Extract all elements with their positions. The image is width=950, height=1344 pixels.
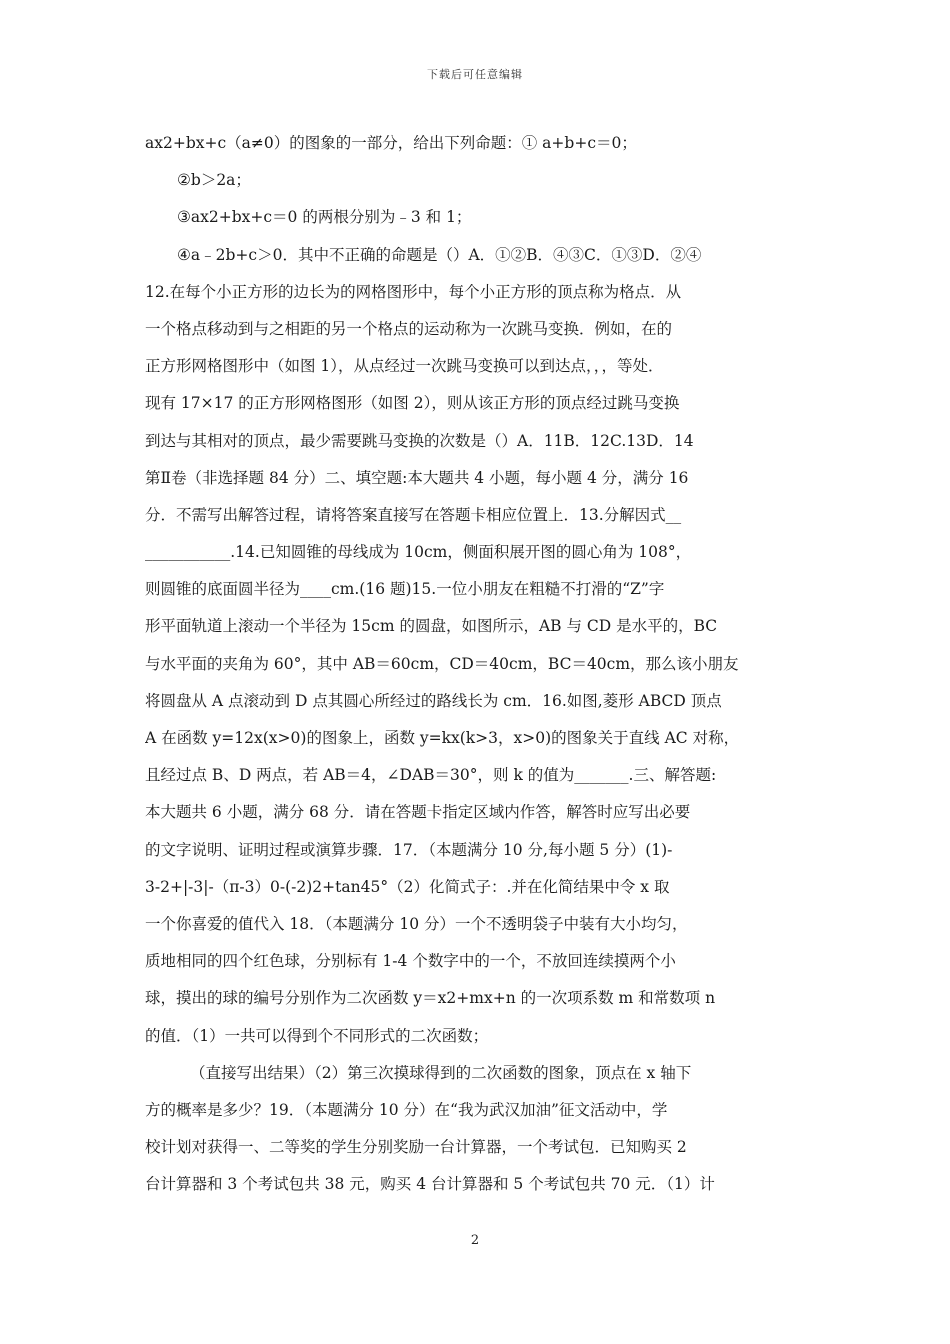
text-line: ④a﹣2b+c＞0．其中不正确的命题是（）A．①②B．④③C．①③D．②④: [177, 245, 702, 264]
text-line: 校计划对获得一、二等奖的学生分别奖励一台计算器，一个考试包．已知购买 2: [145, 1138, 687, 1157]
text-line: ③ax2+bx+c＝0 的两根分别为﹣3 和 1；: [177, 208, 472, 227]
text-line: ax2+bx+c（a≠0）的图象的一部分，给出下列命题：① a+b+c＝0；: [145, 134, 637, 152]
page-number: 2: [470, 1233, 480, 1248]
text-line: 且经过点 B、D 两点，若 AB＝4，∠DAB＝30°，则 k 的值为_______.三、解答题:: [145, 766, 717, 785]
text-line: 方的概率是多少？19．（本题满分 10 分）在“我为武汉加油”征文活动中，学: [145, 1100, 668, 1119]
text-line: 台计算器和 3 个考试包共 38 元，购买 4 台计算器和 5 个考试包共 70 元．（1）计: [145, 1175, 715, 1194]
text-line: 分．不需写出解答过程，请将答案直接写在答题卡相应位置上．13.分解因式__: [145, 505, 682, 524]
text-line: 3-2+|-3|-（π-3）0-(-2)2+tan45°（2）化简式子：.并在化简结果中令 x 取: [145, 877, 670, 896]
text-line: ②b＞2a；: [177, 171, 251, 190]
text-line: 一个格点移动到与之相距的另一个格点的运动称为一次跳马变换．例如，在的: [145, 319, 673, 338]
text-line: 到达与其相对的顶点，最少需要跳马变换的次数是（）A．11B．12C.13D．14: [145, 431, 694, 450]
document-body: [145, 125, 810, 1203]
text-line: 现有 17×17 的正方形网格图形（如图 2），则从该正方形的顶点经过跳马变换: [145, 394, 680, 413]
text-line: 与水平面的夹角为 60°，其中 AB＝60cm，CD＝40cm，BC＝40cm，那么该小朋友: [145, 654, 739, 673]
text-line: 本大题共 6 小题，满分 68 分．请在答题卡指定区域内作答，解答时应写出必要: [145, 803, 691, 822]
text-line: 质地相同的四个红色球，分别标有 1-4 个数字中的一个，不放回连续摸两个小: [145, 952, 676, 971]
text-line: A 在函数 y=12x(x>0)的图象上，函数 y=kx(k>3，x>0)的图象关于直线 AC 对称，: [145, 729, 740, 747]
text-line: （直接写出结果）（2）第三次摸球得到的二次函数的图象，顶点在 x 轴下: [190, 1063, 692, 1082]
page-header: 下载后可任意编辑: [427, 68, 523, 81]
text-line: 则圆锥的底面圆半径为____cm.(16 题)15.一位小朋友在粗糙不打滑的“Z”字: [145, 580, 665, 599]
text-line: 形平面轨道上滚动一个半径为 15cm 的圆盘，如图所示，AB 与 CD 是水平的，BC: [145, 617, 718, 636]
text-line: 正方形网格图形中（如图 1），从点经过一次跳马变换可以到达点，，，等处．: [145, 357, 664, 376]
text-line: 一个你喜爱的值代入 18．（本题满分 10 分）一个不透明袋子中装有大小均匀，: [145, 914, 688, 933]
text-line: ___________.14.已知圆锥的母线成为 10cm，侧面积展开图的圆心角为 108°，: [145, 543, 692, 562]
text-line: 第Ⅱ卷（非选择题 84 分）二、填空题:本大题共 4 小题，每小题 4 分，满分 16: [145, 468, 689, 487]
text-line: 的值．（1）一共可以得到个不同形式的二次函数；: [145, 1026, 489, 1045]
text-line: 12.在每个小正方形的边长为的网格图形中，每个小正方形的顶点称为格点．从: [145, 282, 682, 301]
text-line: 将圆盘从 A 点滚动到 D 点其圆心所经过的路线长为 cm．16.如图,菱形 ABCD 顶点: [145, 691, 722, 710]
text-line: 的文字说明、证明过程或演算步骤．17．（本题满分 10 分,每小题 5 分）(1)-: [145, 840, 673, 859]
text-line: 球，摸出的球的编号分别作为二次函数 y＝x2+mx+n 的一次项系数 m 和常数项 n: [145, 989, 716, 1008]
